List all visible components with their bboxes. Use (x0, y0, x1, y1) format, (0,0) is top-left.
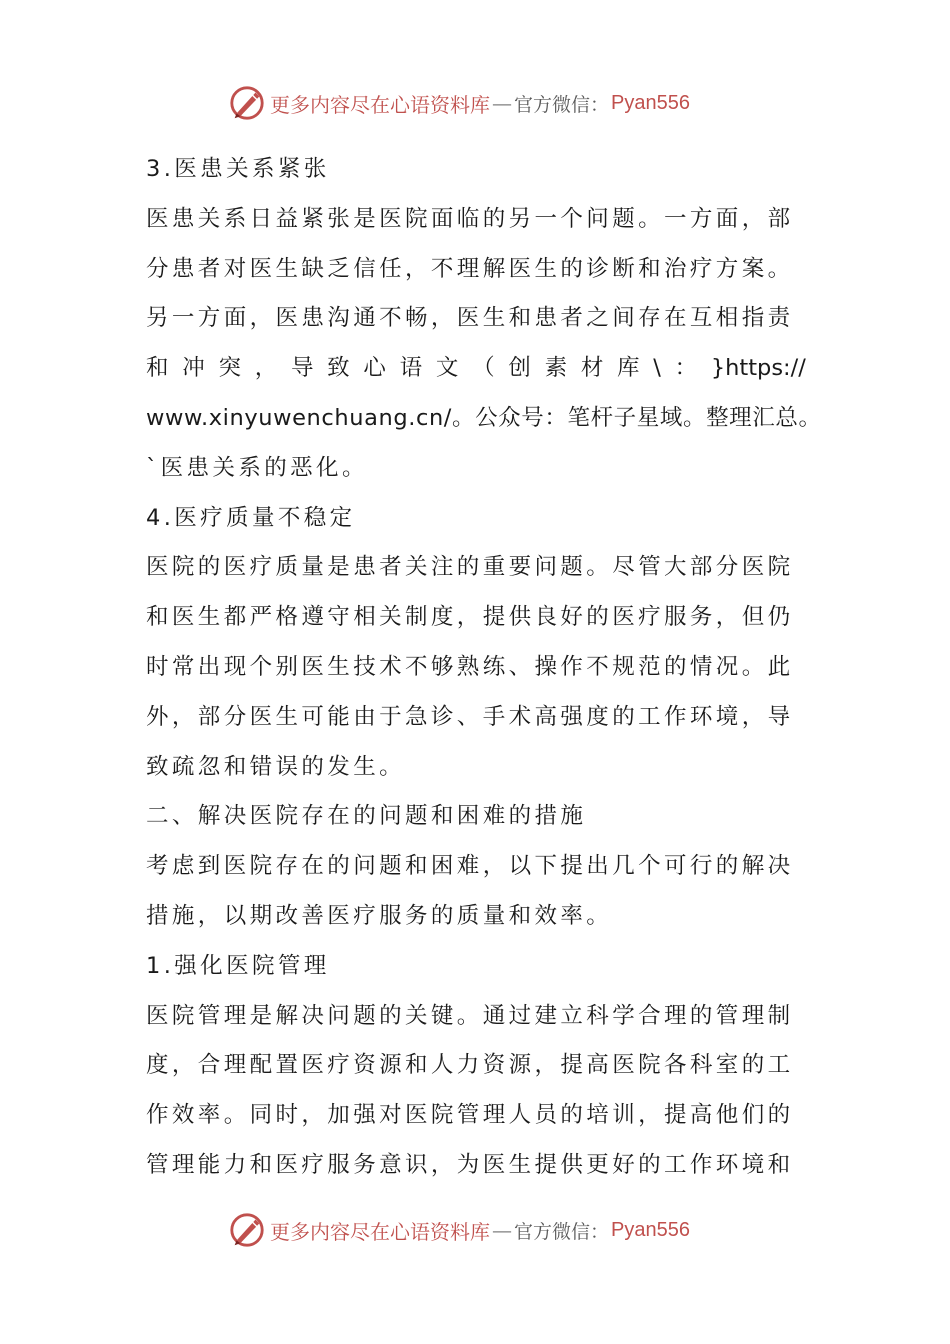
banner-wechat-label: 官方微信： (514, 93, 610, 116)
justified-char: \ (653, 355, 661, 382)
justified-char: 材 (580, 355, 604, 382)
banner-title: 更多内容尽在心语资料库 (270, 92, 490, 117)
paragraph-line: 医患关系日益紧张是医院面临的另一个问题。一方面，部 (146, 205, 794, 232)
pen-logo-icon (228, 1211, 266, 1249)
paragraph-line: 另一方面，医患沟通不畅，医生和患者之间存在互相指责 (146, 305, 794, 332)
paragraph-line: 致疏忽和错误的发生。 (146, 753, 406, 780)
banner-dash: — (492, 1218, 512, 1242)
paragraph-line: 外，部分医生可能由于急诊、手术高强度的工作环境，导 (146, 703, 794, 730)
paragraph-line: 管理能力和医疗服务意识，为医生提供更好的工作环境和 (146, 1151, 794, 1178)
justified-char: ： (674, 355, 698, 382)
section-heading: 3.医患关系紧张 (146, 156, 330, 182)
paragraph-line: 医院的医疗质量是患者关注的重要问题。尽管大部分医院 (146, 554, 794, 581)
section-heading: 4.医疗质量不稳定 (146, 504, 356, 531)
banner-wechat-id: Pyan556 (611, 91, 690, 114)
document-body (146, 145, 822, 1191)
justified-char: 素 (544, 355, 568, 382)
justified-char: 突 (218, 355, 241, 382)
justified-char: 冲 (182, 355, 205, 382)
banner-wechat-label: 官方微信： (514, 1220, 610, 1243)
justified-char: 心 (363, 355, 386, 382)
paragraph-line: `医患关系的恶化。 (146, 454, 368, 481)
justified-char: 库 (617, 355, 640, 382)
justified-char: 创 (508, 355, 531, 382)
paragraph-line: 时常出现个别医生技术不够熟练、操作不规范的情况。此 (146, 653, 794, 680)
justified-char: 语 (399, 355, 423, 382)
header-banner (228, 83, 690, 123)
paragraph-line: 分患者对医生缺乏信任，不理解医生的诊断和治疗方案。 (146, 255, 794, 282)
paragraph-line: www.xinyuwenchuang.cn/。公众号：笔杆子星域。整理汇总。 (146, 404, 822, 431)
paragraph-line: 措施，以期改善医疗服务的质量和效率。 (146, 902, 613, 929)
paragraph-line: 作效率。同时，加强对医院管理人员的培训，提高他们的 (146, 1102, 794, 1129)
pen-logo-icon (228, 84, 266, 122)
justified-url-start: }https:// (710, 355, 806, 382)
chapter-heading: 二、解决医院存在的问题和困难的措施 (146, 803, 587, 830)
justified-char: 和 (146, 355, 169, 382)
justified-char: 导 (290, 355, 314, 382)
banner-wechat-id: Pyan556 (611, 1218, 690, 1241)
footer-banner (228, 1210, 690, 1250)
paragraph-line: 和医生都严格遵守相关制度，提供良好的医疗服务，但仍 (146, 604, 794, 631)
justified-char: 致 (327, 355, 350, 382)
banner-dash: — (492, 91, 512, 115)
paragraph-line: 度，合理配置医疗资源和人力资源，提高医院各科室的工 (146, 1052, 794, 1079)
paragraph-line-justified (146, 344, 806, 394)
justified-char: 文 (435, 355, 459, 382)
banner-title: 更多内容尽在心语资料库 (270, 1219, 490, 1244)
section-heading: 1.强化医院管理 (146, 952, 330, 979)
paragraph-line: 考虑到医院存在的问题和困难，以下提出几个可行的解决 (146, 853, 794, 880)
justified-char: （ (472, 355, 495, 382)
paragraph-line: 医院管理是解决问题的关键。通过建立科学合理的管理制 (146, 1002, 794, 1029)
justified-char: ， (254, 355, 278, 382)
